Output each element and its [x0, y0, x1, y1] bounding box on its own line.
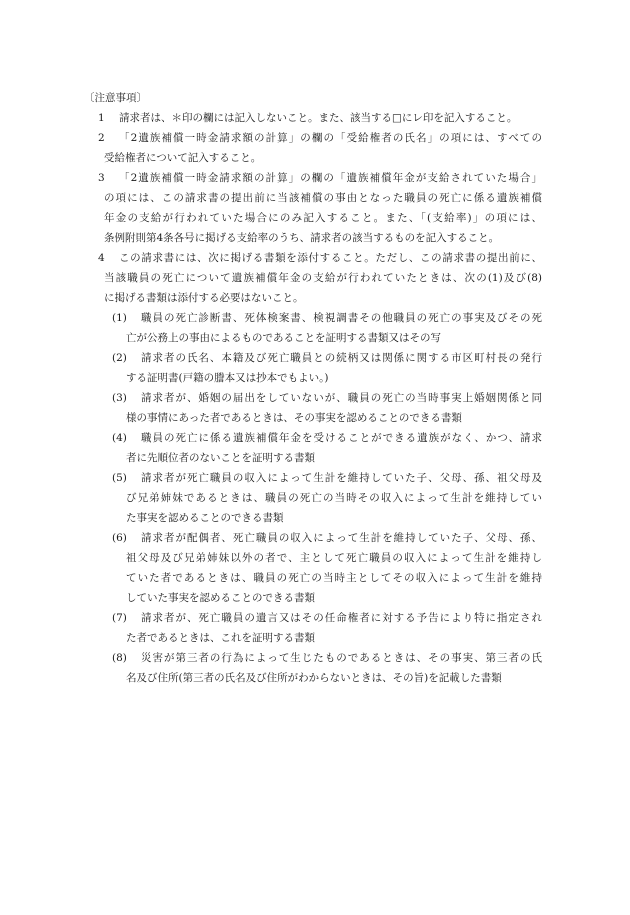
item-text-line: の項には、この請求書の提出前に当該補償の事由となった職員の死亡に係る遺族補償	[104, 192, 542, 204]
subitem-text-line: た者であるときは、これを証明する書類	[126, 632, 315, 644]
item-text-line: 受給権者について記入すること。	[104, 152, 262, 164]
item-number: 1	[98, 112, 105, 124]
subitem-text-line: 請求者が死亡職員の収入によって生計を維持していた子、父母、孫、祖父母及	[141, 472, 542, 484]
item-text-line: 「2遺族補償一時金請求額の計算」の欄の「遺族補償年金が支給されていた場合」	[119, 172, 542, 184]
item-text-line: に掲げる書類は添付する必要はないこと。	[104, 292, 304, 304]
subitem-text-line: ていた者であるときは、職員の死亡の当時主としてその収入によって生計を維持	[126, 572, 542, 584]
item-number: 4	[98, 252, 105, 264]
subitem-text-line: 様の事情にあった者であるときは、その事実を認めることのできる書類	[126, 412, 462, 424]
subitem-text-line: していた事実を認めることのできる書類	[126, 592, 315, 604]
subitem-text-line: 請求者の氏名、本籍及び死亡職員との続柄又は関係に関する市区町村長の発行	[141, 352, 542, 364]
subitem-text-line: び兄弟姉妹であるときは、職員の死亡の当時その収入によって生計を維持してい	[126, 492, 542, 504]
item-text-line: 「2遺族補償一時金請求額の計算」の欄の「受給権者の氏名」の項には、すべての	[119, 132, 542, 144]
item-text-line: この請求書には、次に掲げる書類を添付すること。ただし、この請求書の提出前に、	[119, 252, 542, 264]
subitem-number: (4)	[112, 432, 127, 444]
subitem-text-line: 請求者が配偶者、死亡職員の収入によって生計を維持していた子、父母、孫、	[141, 532, 542, 544]
item-text-line: 条例附則第4条各号に掲げる支給率のうち、請求者の該当するものを記入すること。	[104, 232, 500, 244]
item-number: 2	[98, 132, 105, 144]
item-number: 3	[98, 172, 105, 184]
subitem-text-line: 請求者が、死亡職員の遺言又はその任命権者に対する予告により特に指定され	[141, 612, 542, 624]
subitem-number: (2)	[112, 352, 127, 364]
subitem-text-line: 亡が公務上の事由によるものであることを証明する書類又はその写	[126, 332, 441, 344]
notes-heading: 〔注意事項〕	[84, 92, 147, 104]
subitem-text-line: 職員の死亡に係る遺族補償年金を受けることができる遺族がなく、かつ、請求	[141, 432, 542, 444]
subitem-number: (6)	[112, 532, 127, 544]
item-text-line: 請求者は、＊印の欄には記入しないこと。また、該当する□にレ印を記入すること。	[119, 112, 518, 124]
subitem-text-line: た事実を認めることのできる書類	[126, 512, 284, 524]
subitem-text-line: 者に先順位者のないことを証明する書類	[126, 452, 315, 464]
subitem-text-line: 請求者が、婚姻の届出をしていないが、職員の死亡の当時事実上婚姻関係と同	[141, 392, 542, 404]
subitem-number: (8)	[112, 652, 127, 664]
subitem-text-line: 災害が第三者の行為によって生じたものであるときは、その事実、第三者の氏	[141, 652, 542, 664]
subitem-text-line: 職員の死亡診断書、死体検案書、検視調書その他職員の死亡の事実及びその死	[141, 312, 542, 324]
subitem-text-line: 名及び住所(第三者の氏名及び住所がわからないときは、その旨)を記載した書類	[126, 672, 502, 684]
subitem-text-line: 祖父母及び兄弟姉妹以外の者で、主として死亡職員の収入によって生計を維持し	[126, 552, 542, 564]
subitem-number: (7)	[112, 612, 127, 624]
item-text-line: 年金の支給が行われていた場合にのみ記入すること。また、「(支給率)」の項には、	[104, 212, 542, 224]
item-text-line: 当該職員の死亡について遺族補償年金の支給が行われていたときは、次の(1)及び(8)	[104, 272, 542, 284]
subitem-text-line: する証明書(戸籍の謄本又は抄本でもよい。)	[126, 372, 329, 384]
subitem-number: (5)	[112, 472, 127, 484]
subitem-number: (1)	[112, 312, 127, 324]
subitem-number: (3)	[112, 392, 127, 404]
